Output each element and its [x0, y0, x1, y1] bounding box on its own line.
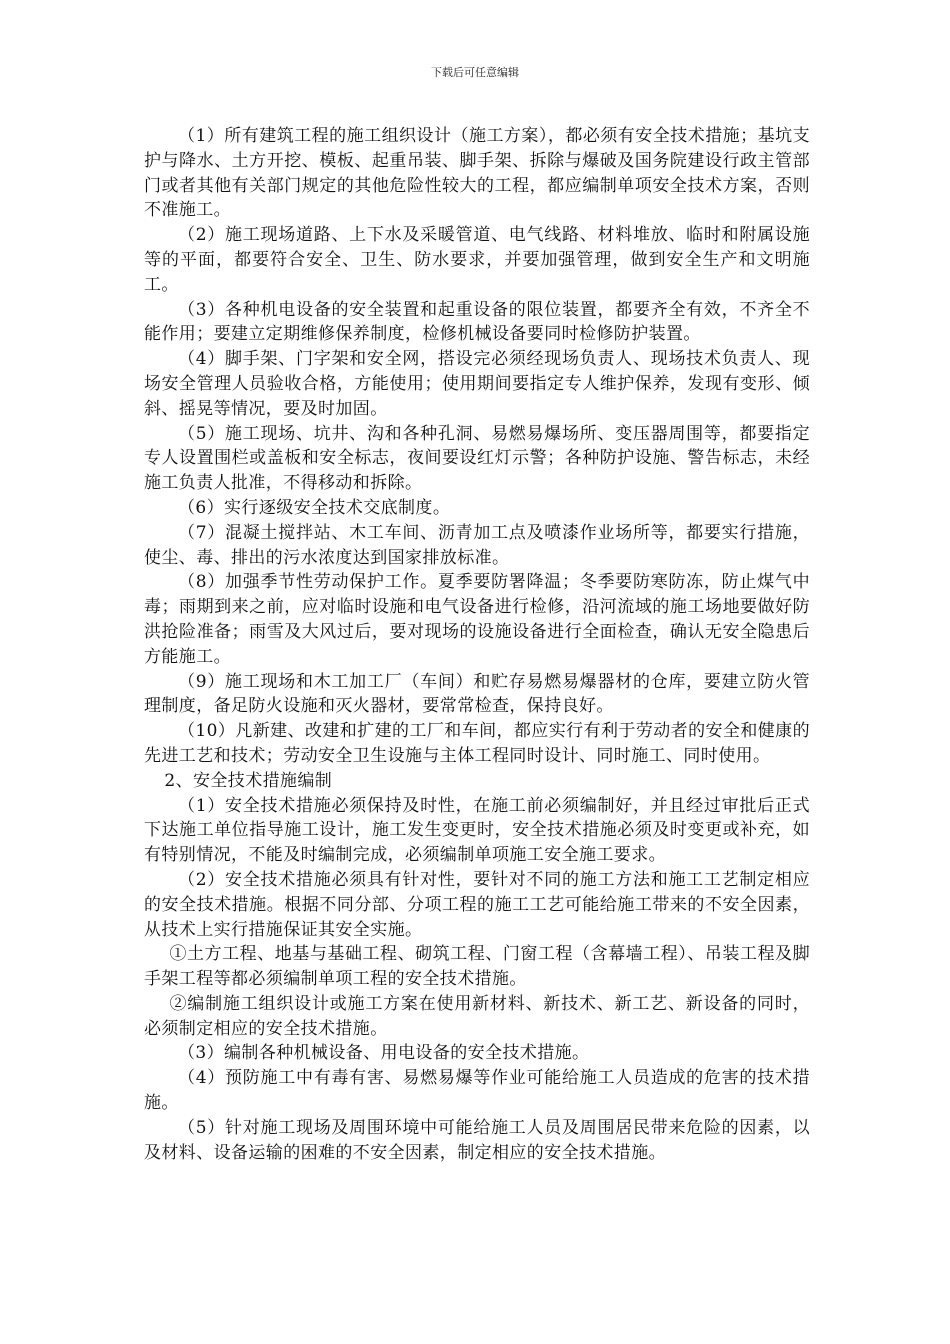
paragraph-item-11: （1）安全技术措施必须保持及时性，在施工前必须编制好，并且经过审批后正式下达施工单位指导施工设计，施工发生变更时，安全技术措施必须及时变更或补充，如有特别情况，不能及时编制完成，必须编制单项施工安全施工要求。	[144, 795, 810, 866]
paragraph-item-10: （10）凡新建、改建和扩建的工厂和车间，都应实行有利于劳动者的安全和健康的先进工艺和技术；劳动安全卫生设施与主体工程同时设计、同时施工、同时使用。	[144, 721, 810, 766]
paragraph-item-2: （2）施工现场道路、上下水及采暖管道、电气线路、材料堆放、临时和附属设施等的平面，都要符合安全、卫生、防水要求，并要加强管理，做到安全生产和文明施工。	[144, 225, 810, 295]
paragraph-item-1: （1）所有建筑工程的施工组织设计（施工方案），都必须有安全技术措施；基坑支护与降水、土方开挖、模板、起重吊装、脚手架、拆除与爆破及国务院建设行政主管部门或者其他有关部门规定的其他危险性较大的工程，都应编制单项安全技术方案，否则不准施工。	[144, 126, 810, 221]
paragraph-item-14: （4）预防施工中有毒有害、易燃易爆等作业可能给施工人员造成的危害的技术措施。	[144, 1068, 810, 1114]
section-heading: 2、安全技术措施编制	[164, 770, 333, 791]
page-header-note: 下载后可任意编辑	[431, 66, 519, 79]
paragraph-item-4: （4）脚手架、门字架和安全网，搭设完必须经现场负责人、现场技术负责人、现场安全管理人员验收合格，方能使用；使用期间要指定专人维护保养，发现有变形、倾斜、摇晃等情况，要及时加固。	[144, 349, 810, 419]
paragraph-sub-item-1: ①土方工程、地基与基础工程、砌筑工程、门窗工程（含幕墙工程）、吊装工程及脚手架工程等都必须编制单项工程的安全技术措施。	[144, 944, 810, 990]
paragraph-item-5: （5）施工现场、坑井、沟和各种孔洞、易燃易爆场所、变压器周围等，都要指定专人设置围栏或盖板和安全标志，夜间要设红灯示警；各种防护设施、警告标志，未经施工负责人批准，不得移动和拆除。	[144, 423, 810, 494]
paragraph-item-7: （7）混凝土搅拌站、木工车间、沥青加工点及喷漆作业场所等，都要实行措施，使尘、毒、排出的污水浓度达到国家排放标准。	[144, 522, 810, 568]
paragraph-item-9: （9）施工现场和木工加工厂（车间）和贮存易燃易爆器材的仓库，要建立防火管理制度，备足防火设施和灭火器材，要常常检查，保持良好。	[144, 671, 810, 717]
paragraph-item-12: （2）安全技术措施必须具有针对性，要针对不同的施工方法和施工工艺制定相应的安全技术措施。根据不同分部、分项工程的施工工艺可能给施工带来的不安全因素，从技术上实行措施保证其安全实施。	[144, 869, 810, 940]
paragraph-sub-item-2: ②编制施工组织设计或施工方案在使用新材料、新技术、新工艺、新设备的同时，必须制定相应的安全技术措施。	[144, 993, 810, 1039]
document-body	[144, 124, 810, 1165]
paragraph-item-3: （3）各种机电设备的安全装置和起重设备的限位装置，都要齐全有效，不齐全不能作用；要建立定期维修保养制度，检修机械设备要同时检修防护装置。	[144, 299, 810, 345]
paragraph-item-8: （8）加强季节性劳动保护工作。夏季要防署降温；冬季要防寒防冻，防止煤气中毒；雨期到来之前，应对临时设施和电气设备进行检修，沿河流域的施工场地要做好防洪抢险准备；雨雪及大风过后，要对现场的设施设备进行全面检查，确认无安全隐患后方能施工。	[144, 572, 810, 667]
paragraph-item-13: （3）编制各种机械设备、用电设备的安全技术措施。	[178, 1043, 590, 1064]
paragraph-item-6: （6）实行逐级安全技术交底制度。	[178, 497, 451, 518]
paragraph-item-15: （5）针对施工现场及周围环境中可能给施工人员及周围居民带来危险的因素，以及材料、设备运输的困难的不安全因素，制定相应的安全技术措施。	[144, 1117, 810, 1163]
